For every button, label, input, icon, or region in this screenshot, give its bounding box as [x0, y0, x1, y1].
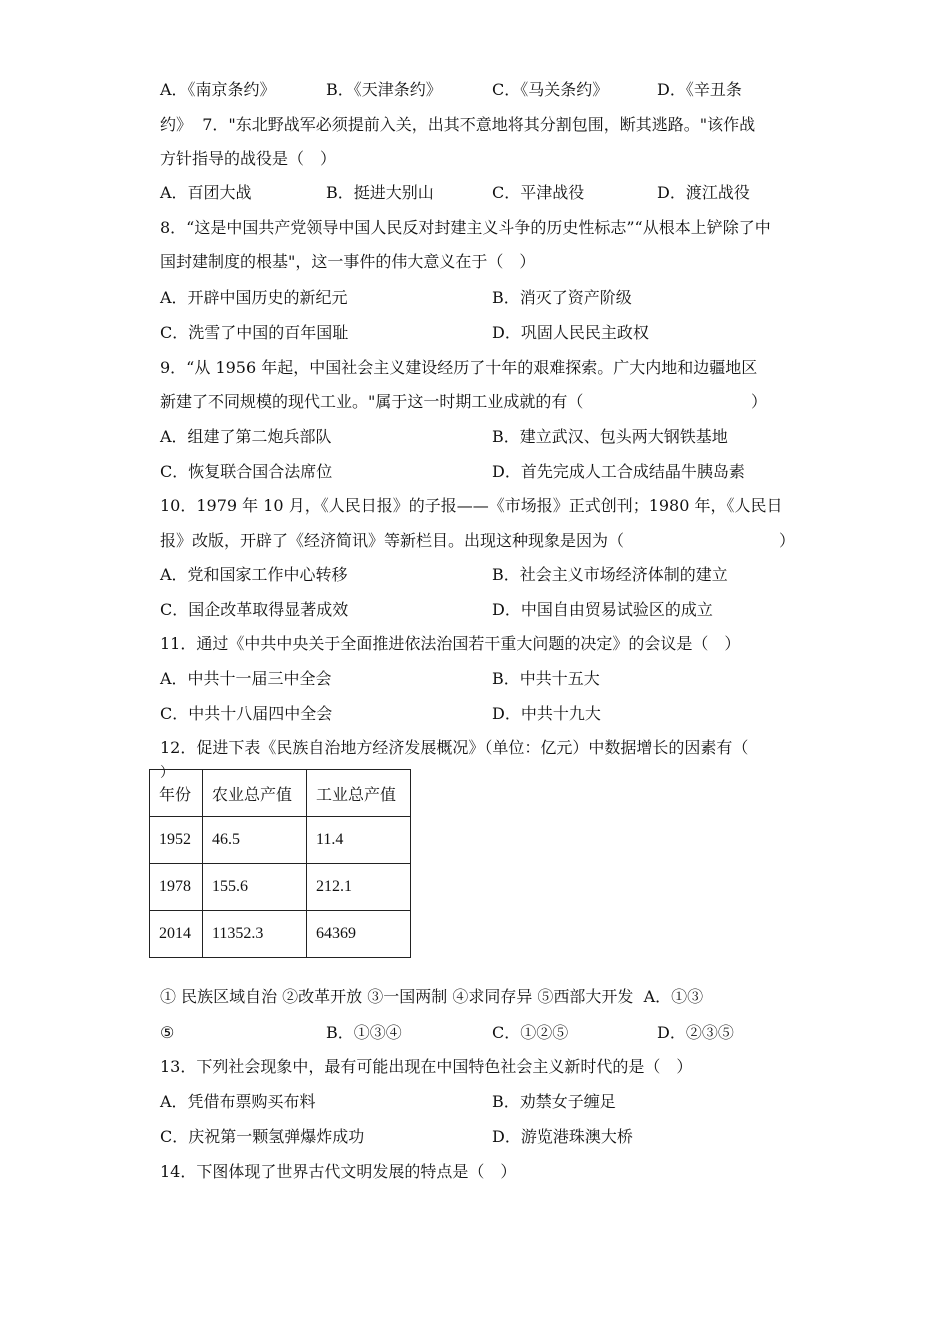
table-cell: 2014 — [150, 911, 203, 958]
table-cell: 11352.3 — [203, 911, 307, 958]
q12-factors-line — [160, 986, 703, 1008]
table-row — [150, 817, 411, 864]
q7-option-a: A．百团大战 — [160, 183, 252, 202]
q7-stem-part1: 7．"东北野战军必须提前入关，出其不意地将其分割包围，断其逃路。"该作战 — [202, 115, 756, 134]
table-row — [150, 864, 411, 911]
q9-option-d: D．首先完成人工合成结晶牛胰岛素 — [492, 462, 745, 481]
q12-option-b: B．①③④ — [326, 1023, 402, 1042]
q7-option-b: B．挺进大别山 — [326, 183, 434, 202]
q9-stem-line2: 新建了不同规模的现代工业。"属于这一时期工业成就的有（ — [160, 392, 584, 411]
q11-option-d: D．中共十九大 — [492, 704, 601, 723]
q8-option-c: C．洗雪了中国的百年国耻 — [160, 323, 349, 342]
q12-stem: 12．促进下表《民族自治地方经济发展概况》（单位：亿元）中数据增长的因素有（ — [160, 738, 749, 757]
q12-option-a-continued: ⑤ — [160, 1023, 175, 1042]
q9-stem-close: ） — [751, 392, 768, 411]
q13-option-a: A．凭借布票购买布料 — [160, 1092, 316, 1111]
q8-option-b: B．消灭了资产阶级 — [492, 288, 632, 307]
q6-option-d: D．《辛丑条 — [657, 80, 742, 99]
q8-option-a: A．开辟中国历史的新纪元 — [160, 288, 348, 307]
q10-stem-line1: 10．1979 年 10 月，《人民日报》的子报——《市场报》正式创刊；1980 年，《人民日 — [160, 496, 783, 515]
q13-option-d: D．游览港珠澳大桥 — [492, 1127, 633, 1146]
q12-option-c: C．①②⑤ — [492, 1023, 569, 1042]
q10-option-d: D．中国自由贸易试验区的成立 — [492, 600, 713, 619]
table-row — [150, 911, 411, 958]
table-cell: 46.5 — [203, 817, 307, 864]
q10-stem-close: ） — [779, 531, 796, 550]
q10-option-a: A．党和国家工作中心转移 — [160, 565, 348, 584]
q7-option-c: C．平津战役 — [492, 183, 585, 202]
q11-option-c: C．中共十八届四中全会 — [160, 704, 333, 723]
table-cell: 1978 — [150, 864, 203, 911]
table-header-cell: 工业总产值 — [307, 770, 411, 817]
q13-option-c: C．庆祝第一颗氢弹爆炸成功 — [160, 1127, 365, 1146]
q6-option-a: A．《南京条约》 — [160, 80, 276, 99]
q10-option-c: C．国企改革取得显著成效 — [160, 600, 349, 619]
table-cell: 212.1 — [307, 864, 411, 911]
q8-option-d: D．巩固人民民主政权 — [492, 323, 649, 342]
q10-option-b: B．社会主义市场经济体制的建立 — [492, 565, 728, 584]
table-cell: 64369 — [307, 911, 411, 958]
q12-stem-close: ） — [160, 765, 174, 781]
q9-option-b: B．建立武汉、包头两大钢铁基地 — [492, 427, 728, 446]
q7-stem-part2: 方针指导的战役是（ ） — [160, 149, 337, 168]
q9-stem-line1: 9．“从 1956 年起，中国社会主义建设经历了十年的艰难探索。广大内地和边疆地区 — [160, 358, 758, 377]
q12-option-a: A．①③ — [643, 987, 704, 1006]
q7-option-d: D．渡江战役 — [657, 183, 750, 202]
table-cell: 155.6 — [203, 864, 307, 911]
q6-option-d-continued: 约》 — [160, 115, 193, 134]
q13-option-b: B．劝禁女子缠足 — [492, 1092, 616, 1111]
q11-option-a: A．中共十一届三中全会 — [160, 669, 332, 688]
q10-stem-line2: 报》改版，开辟了《经济简讯》等新栏目。出现这种现象是因为（ — [160, 531, 625, 550]
q8-stem-line2: 国封建制度的根基"，这一事件的伟大意义在于（ ） — [160, 252, 536, 271]
table-header-row — [150, 770, 411, 817]
q11-option-b: B．中共十五大 — [492, 669, 600, 688]
q13-stem: 13．下列社会现象中，最有可能出现在中国特色社会主义新时代的是（ ） — [160, 1057, 693, 1076]
q12-factors: ① 民族区域自治 ②改革开放 ③一国两制 ④求同存异 ⑤西部大开发 — [160, 987, 634, 1006]
table-cell: 11.4 — [307, 817, 411, 864]
q12-option-d: D．②③⑤ — [657, 1023, 734, 1042]
q11-stem: 11．通过《中共中央关于全面推进依法治国若干重大问题的决定》的会议是（ ） — [160, 634, 741, 653]
q8-stem-line1: 8．“这是中国共产党领导中国人民反对封建主义斗争的历史性标志”“从根本上铲除了中 — [160, 218, 771, 237]
q9-option-c: C．恢复联合国合法席位 — [160, 462, 333, 481]
table-cell: 1952 — [150, 817, 203, 864]
table-header-cell: 农业总产值 — [203, 770, 307, 817]
table-header-cell: 年份 — [150, 770, 203, 817]
q14-stem: 14．下图体现了世界古代文明发展的特点是（ ） — [160, 1162, 517, 1181]
q6-option-b: B．《天津条约》 — [326, 80, 442, 99]
q9-option-a: A．组建了第二炮兵部队 — [160, 427, 332, 446]
economy-table — [149, 769, 411, 958]
q6-option-c: C．《马关条约》 — [492, 80, 609, 99]
q7-stem-line1 — [160, 114, 755, 136]
